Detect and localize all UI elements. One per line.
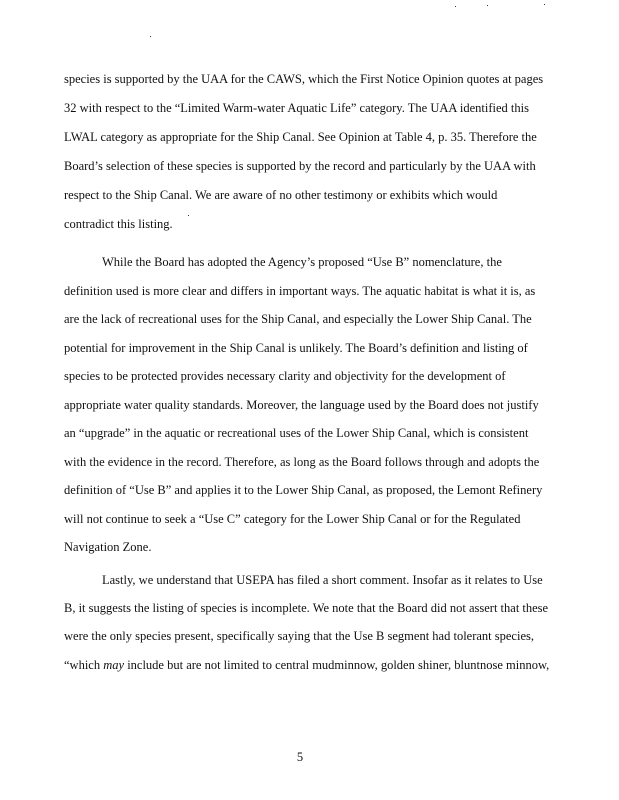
text-line: Navigation Zone. <box>64 540 152 554</box>
text-line: contradict this listing. <box>64 217 173 231</box>
text-line: an “upgrade” in the aquatic or recreational uses of the Lower Ship Canal, which is consistent <box>64 426 529 440</box>
scan-speck <box>188 215 189 216</box>
text-line: LWAL category as appropriate for the Ship Canal. See Opinion at Table 4, p. 35. Therefore the <box>64 130 537 144</box>
text-line: definition of “Use B” and applies it to the Lower Ship Canal, as proposed, the Lemont Refinery <box>64 483 543 497</box>
text-line: While the Board has adopted the Agency’s proposed “Use B” nomenclature, the <box>102 255 502 269</box>
text-span: include but are not limited to central mudminnow, golden shiner, bluntnose minnow, <box>124 658 550 672</box>
text-line: species to be protected provides necessary clarity and objectivity for the development of <box>64 369 506 383</box>
text-line: definition used is more clear and differs in important ways. The aquatic habitat is what it is, as <box>64 284 536 298</box>
text-line: will not continue to seek a “Use C” category for the Lower Ship Canal or for the Regulated <box>64 512 521 526</box>
text-line: 32 with respect to the “Limited Warm-water Aquatic Life” category. The UAA identified this <box>64 101 529 115</box>
scan-speck <box>487 5 488 6</box>
text-line: Lastly, we understand that USEPA has filed a short comment. Insofar as it relates to Use <box>102 573 543 587</box>
text-line: with the evidence in the record. Therefore, as long as the Board follows through and adopts the <box>64 455 540 469</box>
scan-speck <box>150 36 151 37</box>
text-line <box>64 658 549 672</box>
text-span: “which <box>64 658 104 672</box>
emphasis-text: may <box>103 658 125 672</box>
text-line: respect to the Ship Canal. We are aware of no other testimony or exhibits which would <box>64 188 498 202</box>
text-line: potential for improvement in the Ship Canal is unlikely. The Board’s definition and listing of <box>64 341 528 355</box>
text-line: species is supported by the UAA for the CAWS, which the First Notice Opinion quotes at pages <box>64 72 544 86</box>
text-line: Board’s selection of these species is supported by the record and particularly by the UAA with <box>64 159 536 173</box>
scan-speck <box>455 6 456 7</box>
text-line: appropriate water quality standards. Moreover, the language used by the Board does not justify <box>64 398 539 412</box>
page-number: 5 <box>296 750 304 764</box>
text-line: are the lack of recreational uses for the Ship Canal, and especially the Lower Ship Canal. The <box>64 312 532 326</box>
text-line: were the only species present, specifically saying that the Use B segment had tolerant species, <box>64 629 534 643</box>
scan-speck <box>544 4 545 5</box>
text-line: B, it suggests the listing of species is incomplete. We note that the Board did not assert that these <box>64 601 549 615</box>
